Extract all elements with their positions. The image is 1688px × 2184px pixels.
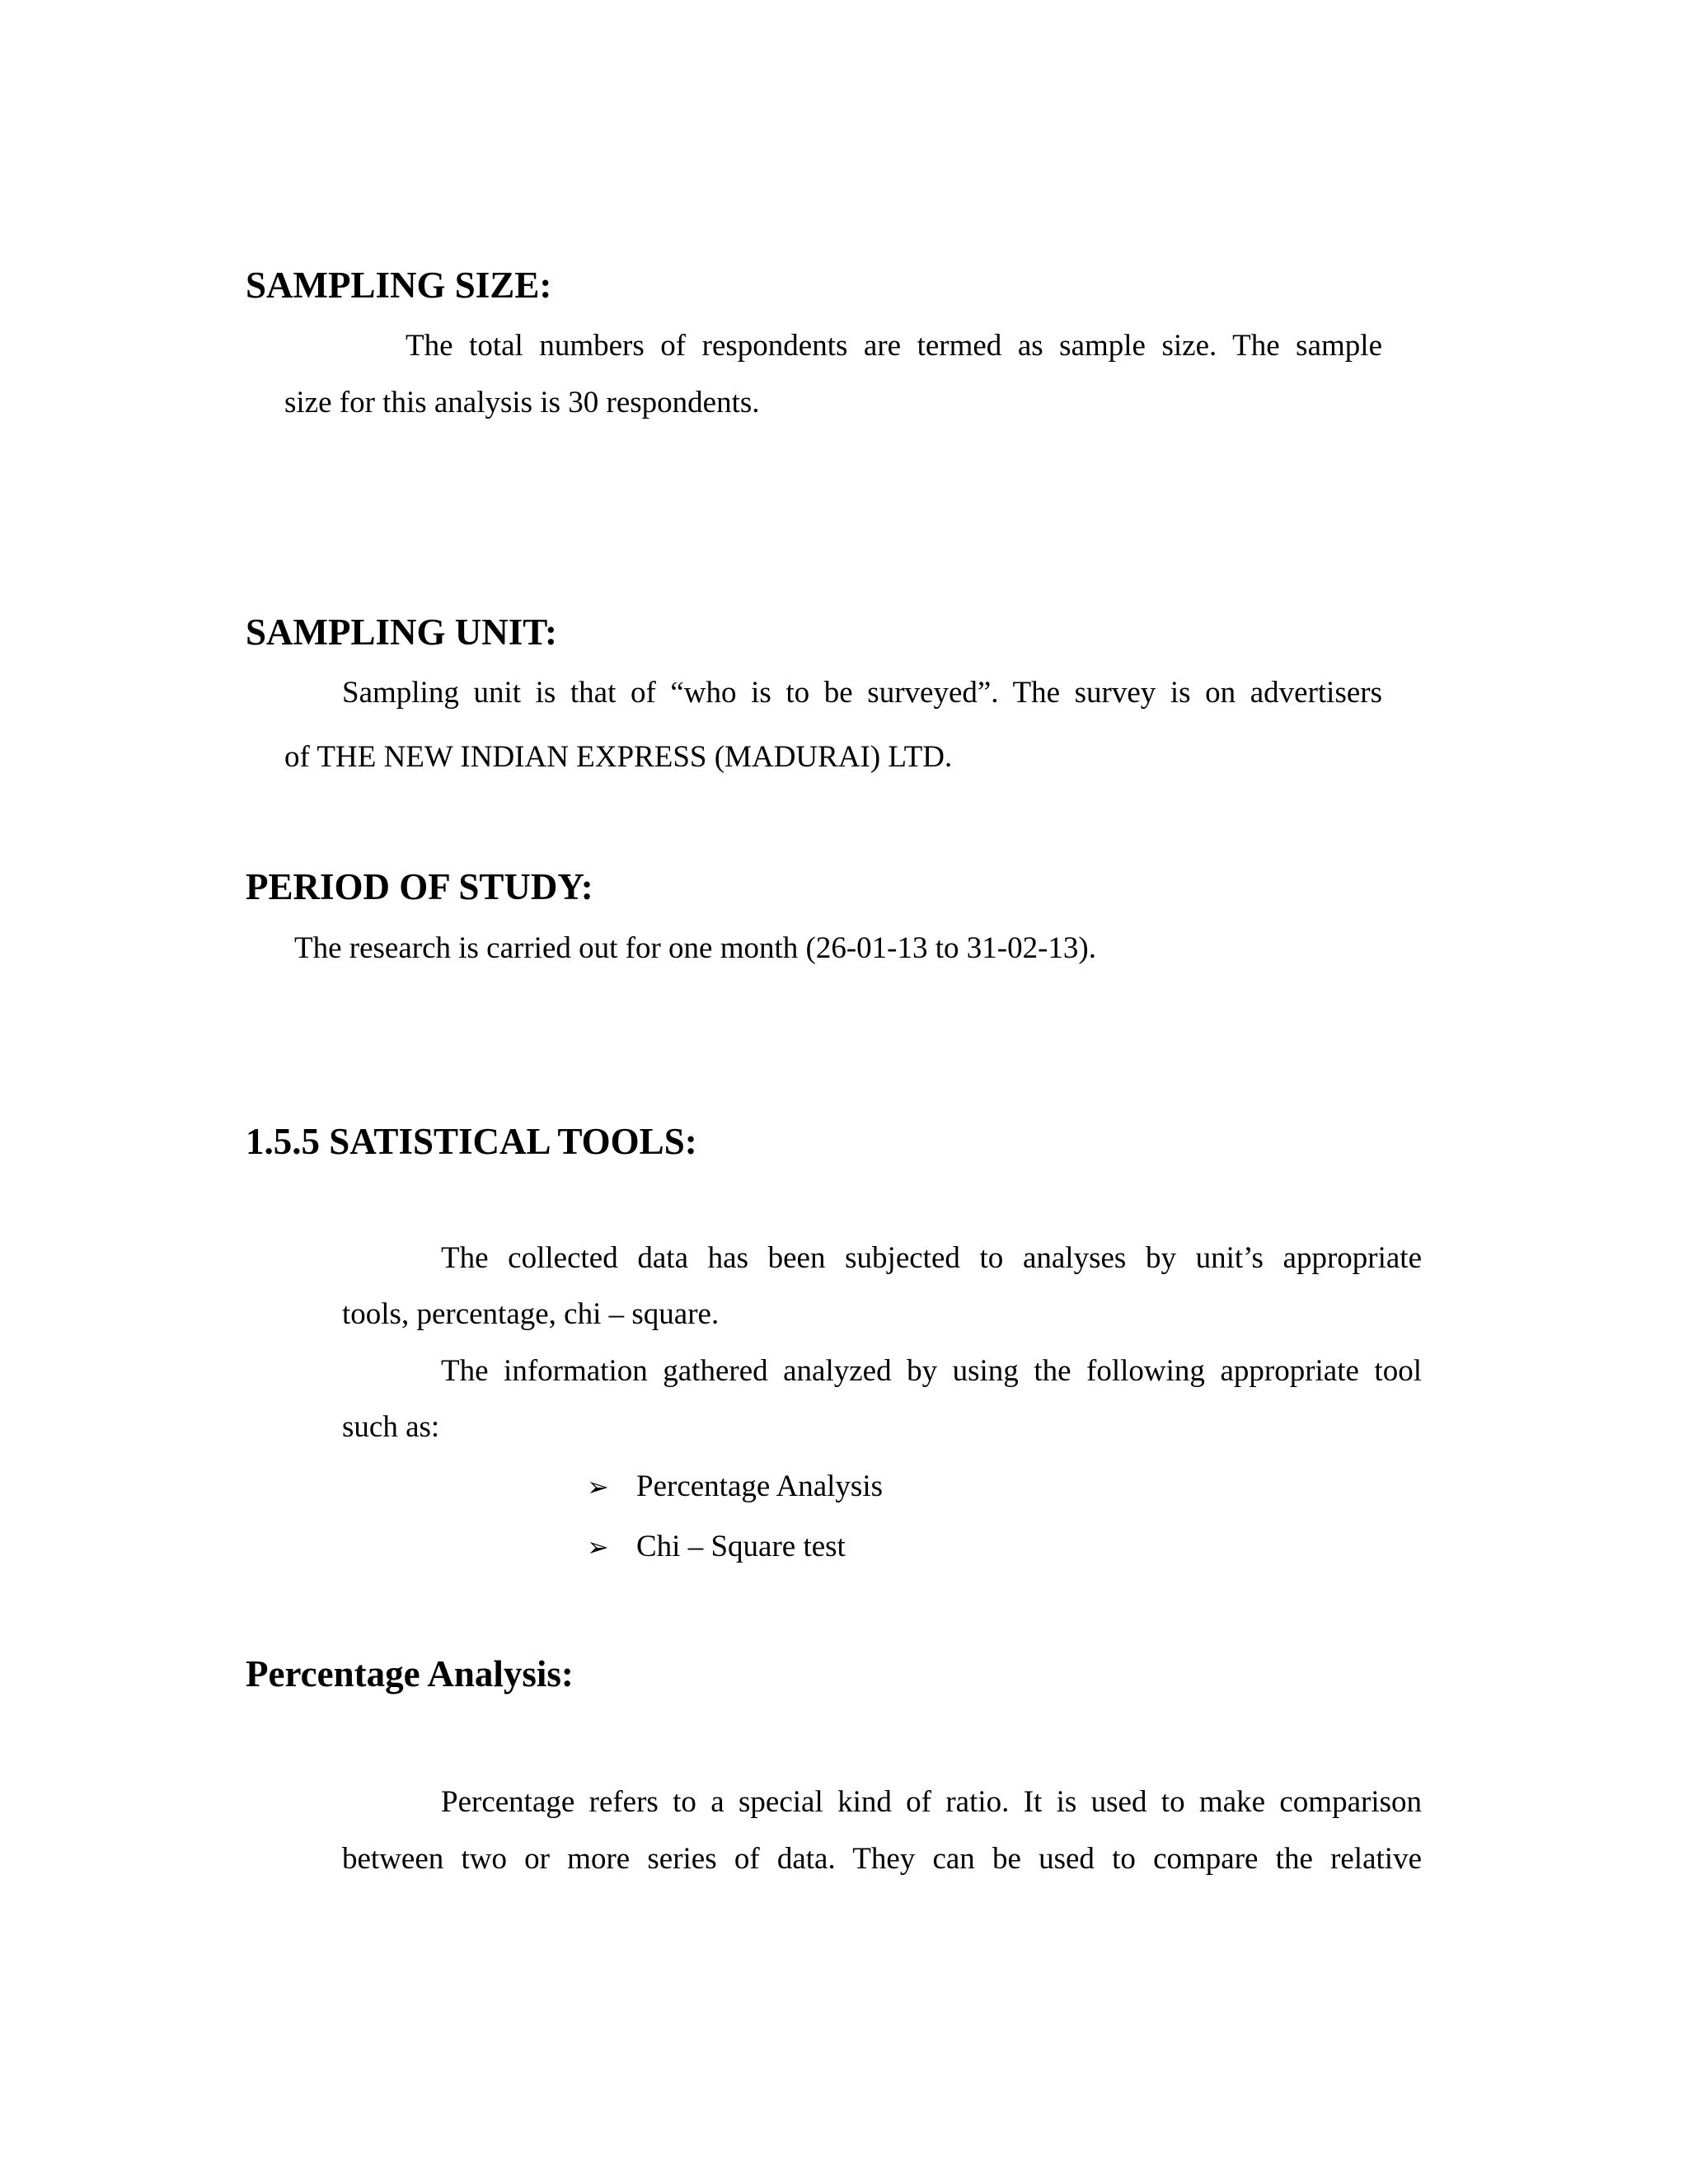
sampling-unit-line-2: of THE NEW INDIAN EXPRESS (MADURAI) LTD. [284,740,953,774]
statistical-tools-para1-line-2: tools, percentage, chi – square. [342,1297,720,1331]
statistical-tools-para1-line-1: The collected data has been subjected to analyses by unit’s appropriate [441,1241,1422,1275]
bullet-item [587,1469,883,1505]
sampling-unit-line-1: Sampling unit is that of “who is to be surveyed”. The survey is on advertisers [342,676,1382,710]
percentage-analysis-heading: Percentage Analysis: [246,1653,574,1694]
statistical-tools-para2-line-1: The information gathered analyzed by using the following appropriate tool [441,1354,1422,1388]
sampling-size-line-2: size for this analysis is 30 respondents. [284,386,760,419]
arrow-bullet-icon: ➢ [587,1531,609,1563]
period-of-study-heading: PERIOD OF STUDY: [246,866,593,907]
sampling-unit-heading: SAMPLING UNIT: [246,612,557,653]
statistical-tools-heading: 1.5.5 SATISTICAL TOOLS: [246,1121,697,1162]
bullet-item [587,1529,846,1565]
sampling-size-heading: SAMPLING SIZE: [246,265,552,306]
bullet-item-label: Percentage Analysis [636,1469,883,1503]
percentage-analysis-line-2: between two or more series of data. They can be used to compare the relative [342,1842,1422,1876]
period-of-study-line-1: The research is carried out for one month (26-01-13 to 31-02-13). [294,931,1096,965]
percentage-analysis-line-1: Percentage refers to a special kind of ratio. It is used to make comparison [441,1785,1422,1819]
sampling-size-line-1: The total numbers of respondents are termed as sample size. The sample [406,329,1382,363]
statistical-tools-para2-line-2: such as: [342,1410,440,1444]
bullet-item-label: Chi – Square test [636,1530,846,1563]
arrow-bullet-icon: ➢ [587,1471,609,1502]
